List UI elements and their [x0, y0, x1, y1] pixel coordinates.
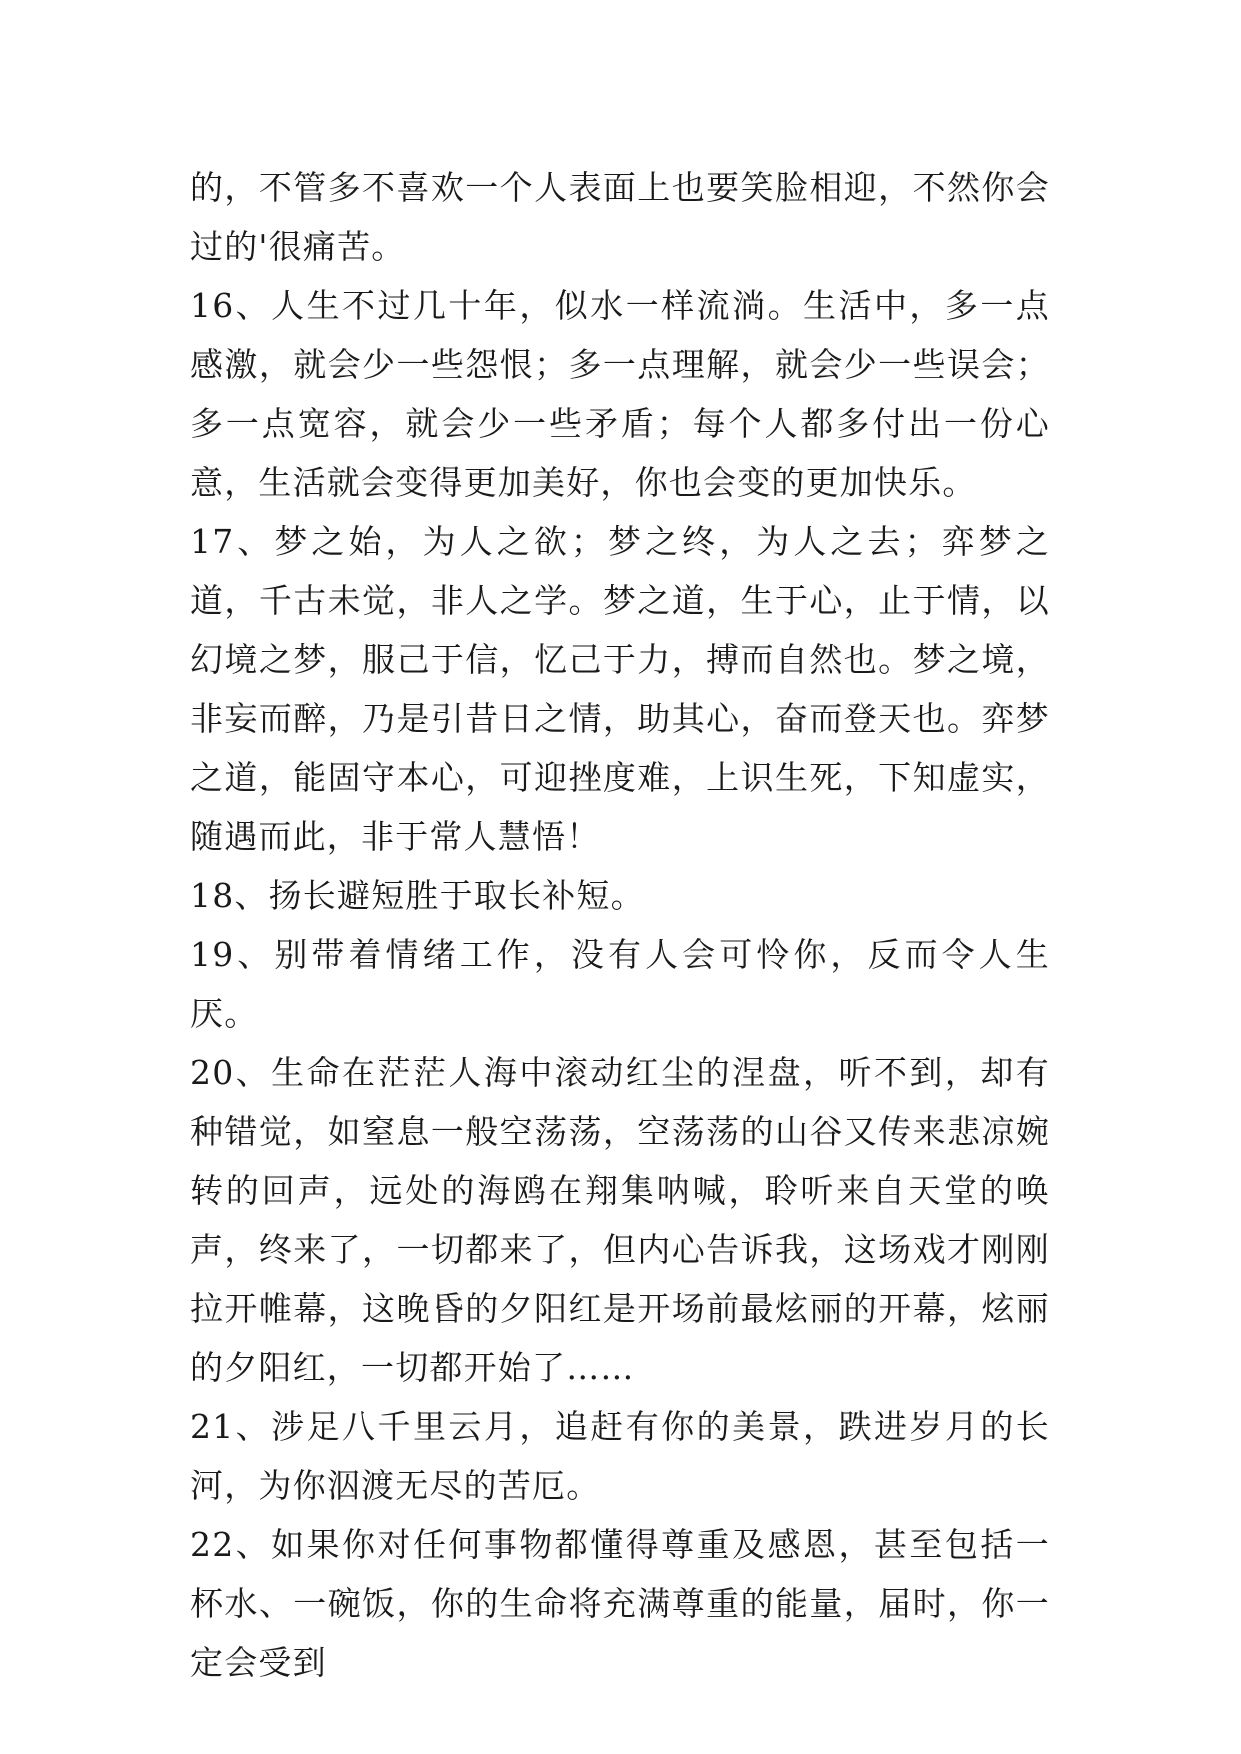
paragraph-17: 17、梦之始，为人之欲；梦之终，为人之去；弈梦之道，千古未觉，非人之学。梦之道，生于心，止于情，以幻境之梦，服己于信，忆己于力，搏而自然也。梦之境，非妄而醉，乃是引昔日之情，助其心，奋而登天也。弈梦之道，能固守本心，可迎挫度难，上识生死，下知虚实，随遇而此，非于常人慧悟！ [190, 522, 1050, 856]
paragraph-20: 20、生命在茫茫人海中滚动红尘的涅盘，听不到，却有种错觉，如窒息一般空荡荡，空荡荡的山谷又传来悲凉婉转的回声，远处的海鸥在翔集呐喊，聆听来自天堂的唤声，终来了，一切都来了，但内心告诉我，这场戏才刚刚拉开帷幕，这晚昏的夕阳红是开场前最炫丽的开幕，炫丽的夕阳红，一切都开始了…… [190, 1053, 1050, 1387]
document-body [190, 158, 1050, 1692]
paragraph-19: 19、别带着情绪工作，没有人会可怜你，反而令人生厌。 [190, 935, 1050, 1033]
paragraph-22: 22、如果你对任何事物都懂得尊重及感恩，甚至包括一杯水、一碗饭，你的生命将充满尊重的能量，届时，你一定会受到 [190, 1525, 1050, 1682]
paragraph-21: 21、涉足八千里云月，追赶有你的美景，跌进岁月的长河，为你泅渡无尽的苦厄。 [190, 1407, 1050, 1505]
paragraph-16: 16、人生不过几十年，似水一样流淌。生活中，多一点感激，就会少一些怨恨；多一点理解，就会少一些误会；多一点宽容，就会少一些矛盾；每个人都多付出一份心意，生活就会变得更加美好，你也会变的更加快乐。 [190, 286, 1050, 502]
paragraph-18: 18、扬长避短胜于取长补短。 [190, 876, 645, 915]
paragraph-15-continued: 的，不管多不喜欢一个人表面上也要笑脸相迎，不然你会过的'很痛苦。 [190, 168, 1050, 266]
